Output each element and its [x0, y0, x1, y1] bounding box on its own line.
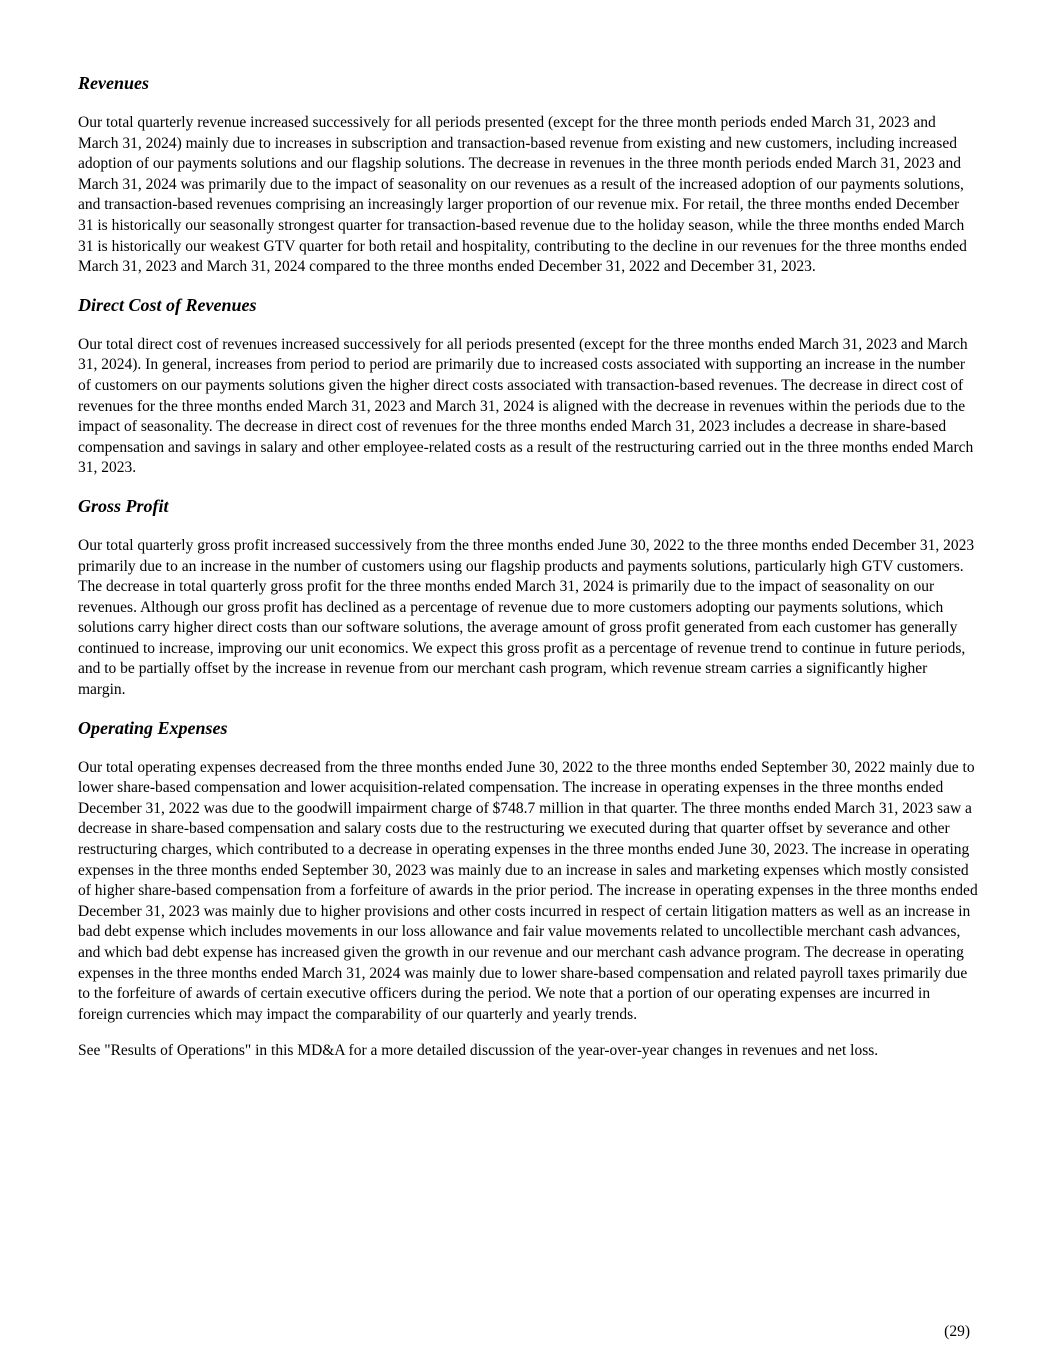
section-revenues	[78, 72, 978, 278]
section-gross-profit	[78, 495, 978, 701]
paragraph: See "Results of Operations" in this MD&A for a more detailed discussion of the year-over-year changes in revenues and net loss.	[78, 1042, 879, 1060]
paragraph: Our total quarterly revenue increased successively for all periods presented (except for the three month periods ended March 31, 2023 and March 31, 2024) mainly due to increases in subscription and transaction-based revenue from existing and new customers, including increased adoption of our payments solutions and our flagship solutions. The decrease in revenues in the three month periods ended March 31, 2023 and March 31, 2024 was primarily due to the impact of seasonality on our revenues as a result of the increased adoption of our payments solutions, and transaction-based revenues comprising an increasingly larger proportion of our revenue mix. For retail, the three months ended December 31 is historically our seasonally strongest quarter for transaction-based revenue due to the holiday season, while the three months ended March 31 is historically our weakest GTV quarter for both retail and hospitality, contributing to the decline in our revenues for the three months ended March 31, 2023 and March 31, 2024 compared to the three months ended December 31, 2022 and December 31, 2023.	[78, 114, 967, 276]
paragraph: Our total direct cost of revenues increased successively for all periods presented (except for the three months ended March 31, 2023 and March 31, 2024). In general, increases from period to period are primarily due to increased costs associated with supporting an increase in the number of customers on our payments solutions given the higher direct costs associated with transaction-based revenues. The decrease in direct cost of revenues for the three months ended March 31, 2023 and March 31, 2024 is aligned with the decrease in revenues within the periods due to the impact of seasonality. The decrease in direct cost of revenues for the three months ended March 31, 2023 includes a decrease in share-based compensation and savings in salary and other employee-related costs as a result of the restructuring carried out in the three months ended March 31, 2023.	[78, 335, 974, 477]
section-heading: Direct Cost of Revenues	[78, 294, 257, 315]
section-direct-cost-of-revenues	[78, 294, 978, 479]
document-page	[78, 72, 978, 1078]
section-operating-expenses	[78, 717, 978, 1062]
section-heading: Gross Profit	[78, 495, 169, 516]
section-heading: Operating Expenses	[78, 717, 228, 738]
section-heading: Revenues	[78, 73, 149, 93]
paragraph: Our total quarterly gross profit increased successively from the three months ended June 30, 2022 to the three months ended December 31, 2023 primarily due to an increase in the number of customers using our flagship products and payments solutions, particularly high GTV customers. The decrease in total quarterly gross profit for the three months ended March 31, 2024 is primarily due to the impact of seasonality on our revenues. Although our gross profit has declined as a percentage of revenue due to more customers adopting our payments solutions, which solutions carry higher direct costs than our software solutions, the average amount of gross profit generated from each customer has generally continued to increase, improving our unit economics. We expect this gross profit as a percentage of revenue trend to continue in future periods, and to be partially offset by the increase in revenue from our merchant cash program, which revenue stream carries a significantly higher margin.	[78, 536, 975, 699]
paragraph: Our total operating expenses decreased from the three months ended June 30, 2022 to the three months ended September 30, 2022 mainly due to lower share-based compensation and lower acquisition-related compensation. The increase in operating expenses in the three months ended December 31, 2022 was due to the goodwill impairment charge of $748.7 million in that quarter. The three months ended March 31, 2023 saw a decrease in share-based compensation and salary costs due to the restructuring we executed during that quarter offset by severance and other restructuring charges, which contributed to a decrease in operating expenses in the three months ended June 30, 2023. The increase in operating expenses in the three months ended September 30, 2023 was mainly due to an increase in sales and marketing expenses which mostly consisted of higher share-based compensation from a forfeiture of awards in the prior period. The increase in operating expenses in the three months ended December 31, 2023 was mainly due to higher provisions and other costs incurred in respect of certain litigation matters as well as an increase in bad debt expense which includes movements in our loss allowance and fair value movements related to uncollectible merchant cash advances, and which bad debt expense has increased given the growth in our revenue and our merchant cash advance program. The decrease in operating expenses in the three months ended March 31, 2024 was mainly due to lower share-based compensation and related payroll taxes primarily due to the forfeiture of awards of certain executive officers during the period. We note that a portion of our operating expenses are incurred in foreign currencies which may impact the comparability of our quarterly and yearly trends.	[78, 758, 978, 1023]
page-number: (29)	[944, 1323, 970, 1340]
